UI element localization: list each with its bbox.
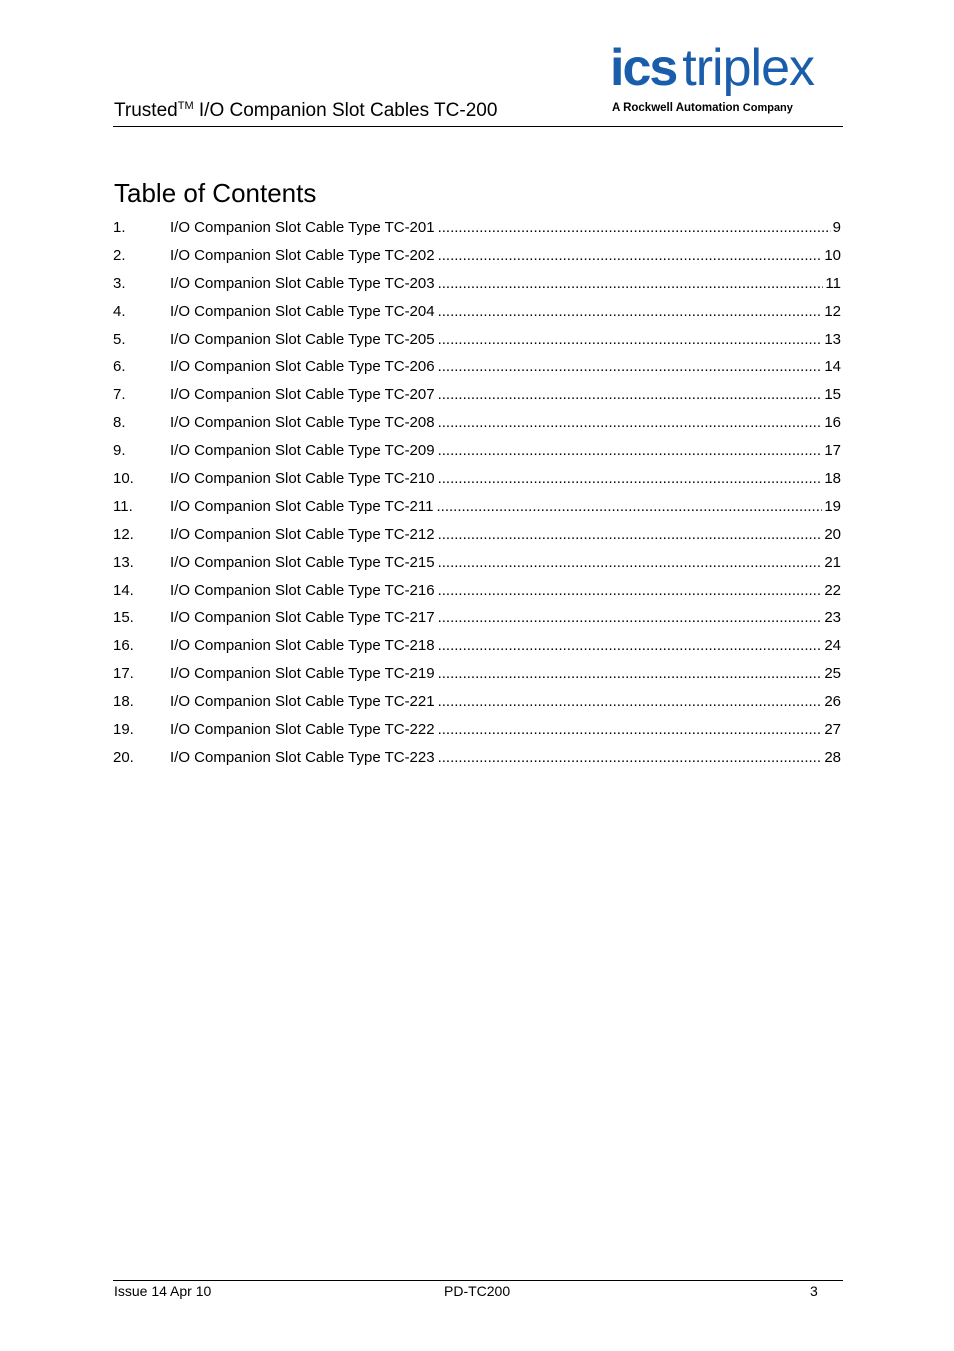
logo-wordmark-bold: ics bbox=[610, 39, 677, 97]
toc-entry[interactable] bbox=[113, 581, 841, 609]
toc-dot-leader bbox=[438, 692, 823, 712]
toc-entry-number: 6. bbox=[113, 358, 126, 376]
document-title bbox=[114, 100, 497, 122]
toc-entry-number: 12. bbox=[113, 525, 134, 543]
toc-entry[interactable] bbox=[113, 385, 841, 413]
toc-entry-page: 26 bbox=[824, 693, 841, 711]
toc-entry[interactable] bbox=[113, 692, 841, 720]
toc-entry[interactable] bbox=[113, 330, 841, 358]
trademark-superscript: TM bbox=[177, 100, 194, 112]
toc-entry-number: 8. bbox=[113, 414, 126, 432]
toc-entry-title: I/O Companion Slot Cable Type TC-210 bbox=[170, 470, 435, 488]
toc-entry-title: I/O Companion Slot Cable Type TC-218 bbox=[170, 637, 435, 655]
toc-entry-number: 17. bbox=[113, 665, 134, 683]
toc-entry-title: I/O Companion Slot Cable Type TC-223 bbox=[170, 748, 435, 766]
toc-entry-page: 14 bbox=[824, 358, 841, 376]
toc-list bbox=[113, 218, 841, 776]
toc-entry-title: I/O Companion Slot Cable Type TC-203 bbox=[170, 274, 435, 292]
toc-entry[interactable] bbox=[113, 553, 841, 581]
toc-entry[interactable] bbox=[113, 218, 841, 246]
toc-entry-page: 10 bbox=[824, 246, 841, 264]
toc-dot-leader bbox=[438, 608, 823, 628]
toc-dot-leader bbox=[438, 413, 823, 433]
logo-wordmark bbox=[610, 38, 814, 98]
toc-entry[interactable] bbox=[113, 246, 841, 274]
toc-heading: Table of Contents bbox=[114, 178, 317, 208]
toc-entry-number: 18. bbox=[113, 693, 134, 711]
toc-entry-title: I/O Companion Slot Cable Type TC-208 bbox=[170, 414, 435, 432]
toc-dot-leader bbox=[438, 441, 823, 461]
toc-dot-leader bbox=[438, 385, 823, 405]
toc-entry-page: 28 bbox=[824, 748, 841, 766]
toc-entry-title: I/O Companion Slot Cable Type TC-201 bbox=[170, 219, 435, 236]
toc-entry-number: 13. bbox=[113, 553, 134, 571]
toc-entry[interactable] bbox=[113, 720, 841, 748]
toc-dot-leader bbox=[438, 330, 823, 350]
toc-entry[interactable] bbox=[113, 357, 841, 385]
toc-entry-title: I/O Companion Slot Cable Type TC-205 bbox=[170, 330, 435, 348]
toc-entry-page: 27 bbox=[824, 721, 841, 739]
toc-entry-page: 20 bbox=[824, 525, 841, 543]
toc-entry-page: 13 bbox=[824, 330, 841, 348]
toc-entry-page: 16 bbox=[824, 414, 841, 432]
toc-entry-number: 4. bbox=[113, 302, 126, 320]
toc-entry-number: 20. bbox=[113, 748, 134, 766]
toc-entry[interactable] bbox=[113, 664, 841, 692]
toc-dot-leader bbox=[438, 581, 823, 601]
toc-entry-page: 9 bbox=[832, 219, 841, 236]
toc-entry-title: I/O Companion Slot Cable Type TC-215 bbox=[170, 553, 435, 571]
toc-entry-number: 9. bbox=[113, 442, 126, 460]
toc-dot-leader bbox=[438, 664, 823, 684]
toc-entry-number: 14. bbox=[113, 581, 134, 599]
toc-entry[interactable] bbox=[113, 469, 841, 497]
toc-entry-title: I/O Companion Slot Cable Type TC-219 bbox=[170, 665, 435, 683]
toc-entry-page: 23 bbox=[824, 609, 841, 627]
toc-dot-leader bbox=[438, 636, 823, 656]
toc-entry-page: 12 bbox=[824, 302, 841, 320]
footer-issue: Issue 14 Apr 10 bbox=[114, 1283, 212, 1299]
toc-dot-leader bbox=[438, 357, 823, 377]
toc-dot-leader bbox=[438, 748, 823, 768]
toc-entry-title: I/O Companion Slot Cable Type TC-217 bbox=[170, 609, 435, 627]
toc-entry-page: 17 bbox=[824, 442, 841, 460]
toc-entry-title: I/O Companion Slot Cable Type TC-209 bbox=[170, 442, 435, 460]
toc-entry-number: 16. bbox=[113, 637, 134, 655]
toc-entry-page: 24 bbox=[824, 637, 841, 655]
toc-dot-leader bbox=[436, 497, 822, 517]
toc-entry-page: 21 bbox=[824, 553, 841, 571]
toc-dot-leader bbox=[438, 525, 823, 545]
toc-dot-leader bbox=[438, 302, 823, 322]
toc-entry-number: 3. bbox=[113, 274, 126, 292]
toc-dot-leader bbox=[438, 553, 823, 573]
toc-entry[interactable] bbox=[113, 413, 841, 441]
toc-entry-page: 19 bbox=[824, 497, 841, 515]
toc-entry-title: I/O Companion Slot Cable Type TC-212 bbox=[170, 525, 435, 543]
toc-entry-number: 10. bbox=[113, 470, 134, 488]
toc-entry-number: 1. bbox=[113, 219, 126, 236]
toc-dot-leader bbox=[438, 274, 824, 294]
toc-entry-number: 15. bbox=[113, 609, 134, 627]
toc-entry[interactable] bbox=[113, 302, 841, 330]
toc-entry[interactable] bbox=[113, 274, 841, 302]
toc-entry[interactable] bbox=[113, 636, 841, 664]
toc-entry-title: I/O Companion Slot Cable Type TC-221 bbox=[170, 693, 435, 711]
toc-dot-leader bbox=[438, 218, 831, 238]
logo-wordmark-light: triplex bbox=[682, 39, 815, 97]
toc-entry-number: 5. bbox=[113, 330, 126, 348]
toc-entry[interactable] bbox=[113, 525, 841, 553]
footer-doc-id: PD-TC200 bbox=[444, 1283, 511, 1299]
title-prefix: Trusted bbox=[114, 100, 178, 121]
company-logo bbox=[610, 40, 842, 118]
toc-entry-page: 15 bbox=[824, 386, 841, 404]
logo-tagline bbox=[612, 102, 793, 114]
toc-dot-leader bbox=[438, 246, 823, 266]
toc-entry-page: 11 bbox=[825, 274, 841, 292]
title-suffix: I/O Companion Slot Cables TC-200 bbox=[193, 100, 498, 121]
toc-entry-title: I/O Companion Slot Cable Type TC-216 bbox=[170, 581, 435, 599]
toc-entry-number: 7. bbox=[113, 386, 126, 404]
toc-entry-title: I/O Companion Slot Cable Type TC-204 bbox=[170, 302, 435, 320]
toc-entry-title: I/O Companion Slot Cable Type TC-206 bbox=[170, 358, 435, 376]
toc-dot-leader bbox=[438, 469, 823, 489]
logo-tagline-brand: A Rockwell Automation bbox=[612, 102, 740, 114]
toc-entry[interactable] bbox=[113, 441, 841, 469]
toc-entry-number: 11. bbox=[113, 497, 133, 515]
toc-entry[interactable] bbox=[113, 748, 841, 776]
toc-entry-number: 19. bbox=[113, 721, 134, 739]
footer-page-number: 3 bbox=[810, 1283, 818, 1299]
toc-entry-page: 22 bbox=[824, 581, 841, 599]
toc-entry-page: 25 bbox=[824, 665, 841, 683]
footer-divider bbox=[113, 1280, 843, 1281]
header-divider bbox=[113, 126, 843, 127]
toc-entry-title: I/O Companion Slot Cable Type TC-207 bbox=[170, 386, 435, 404]
toc-entry-title: I/O Companion Slot Cable Type TC-211 bbox=[170, 497, 434, 515]
toc-entry-number: 2. bbox=[113, 246, 126, 264]
toc-entry-title: I/O Companion Slot Cable Type TC-202 bbox=[170, 246, 435, 264]
logo-tagline-company: Company bbox=[742, 102, 793, 114]
toc-entry-page: 18 bbox=[824, 470, 841, 488]
toc-entry-title: I/O Companion Slot Cable Type TC-222 bbox=[170, 721, 435, 739]
toc-entry[interactable] bbox=[113, 608, 841, 636]
toc-entry[interactable] bbox=[113, 497, 841, 525]
toc-dot-leader bbox=[438, 720, 823, 740]
